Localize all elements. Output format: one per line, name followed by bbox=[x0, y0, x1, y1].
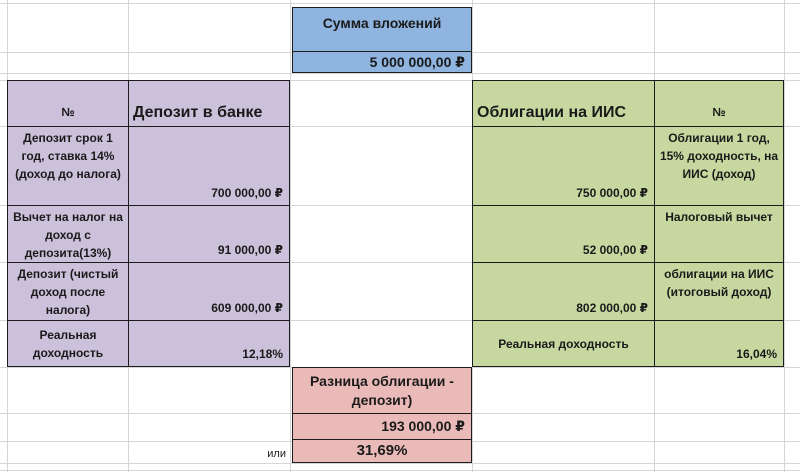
deposit-row-label[interactable]: Вычет на налог на доход с депозита(13%) bbox=[8, 206, 128, 262]
deposit-title-cell[interactable]: Депозит в банке bbox=[129, 81, 289, 126]
gridline bbox=[0, 463, 800, 464]
bonds-row-label[interactable]: облигации на ИИС (итоговый доход) bbox=[655, 263, 783, 320]
gridline bbox=[0, 3, 800, 4]
difference-amount-cell[interactable]: 193 000,00 ₽ bbox=[293, 414, 471, 439]
gridline bbox=[290, 0, 291, 472]
deposit-row-label[interactable]: Реальная доходность bbox=[8, 321, 128, 366]
deposit-row-value[interactable]: 91 000,00 ₽ bbox=[129, 206, 289, 262]
difference-title-cell[interactable]: Разница облигации - депозит) bbox=[293, 368, 471, 413]
deposit-block bbox=[7, 80, 290, 367]
bonds-row-label[interactable]: Реальная доходность bbox=[473, 321, 654, 366]
gridline bbox=[0, 470, 800, 471]
investment-title-cell[interactable]: Сумма вложений bbox=[293, 8, 471, 51]
deposit-row-label[interactable]: Депозит срок 1 год, ставка 14% (доход до налога) bbox=[8, 127, 128, 205]
bonds-row-value[interactable]: 750 000,00 ₽ bbox=[473, 127, 654, 205]
deposit-row-value[interactable]: 12,18% bbox=[129, 321, 289, 366]
bonds-row-value[interactable]: 802 000,00 ₽ bbox=[473, 263, 654, 320]
gridline bbox=[0, 73, 800, 74]
bonds-row-label[interactable]: Налоговый вычет bbox=[655, 206, 783, 262]
deposit-number-header-cell[interactable]: № bbox=[8, 81, 128, 126]
gridline bbox=[784, 0, 785, 472]
bonds-row-value[interactable]: 16,04% bbox=[655, 321, 783, 366]
difference-block bbox=[292, 367, 472, 463]
deposit-row-value[interactable]: 700 000,00 ₽ bbox=[129, 127, 289, 205]
deposit-row-label[interactable]: Депозит (чистый доход после налога) bbox=[8, 263, 128, 320]
investment-block bbox=[292, 7, 472, 73]
difference-percent-cell[interactable]: 31,69% bbox=[293, 440, 471, 462]
bonds-row-value[interactable]: 52 000,00 ₽ bbox=[473, 206, 654, 262]
or-label-cell[interactable]: или bbox=[267, 448, 286, 460]
bonds-block bbox=[472, 80, 784, 367]
deposit-row-value[interactable]: 609 000,00 ₽ bbox=[129, 263, 289, 320]
bonds-title-cell[interactable]: Облигации на ИИС bbox=[473, 81, 654, 126]
bonds-number-header-cell[interactable]: № bbox=[655, 81, 783, 126]
investment-amount-cell[interactable]: 5 000 000,00 ₽ bbox=[293, 52, 471, 72]
bonds-row-label[interactable]: Облигации 1 год, 15% доходность, на ИИС (доход) bbox=[655, 127, 783, 205]
